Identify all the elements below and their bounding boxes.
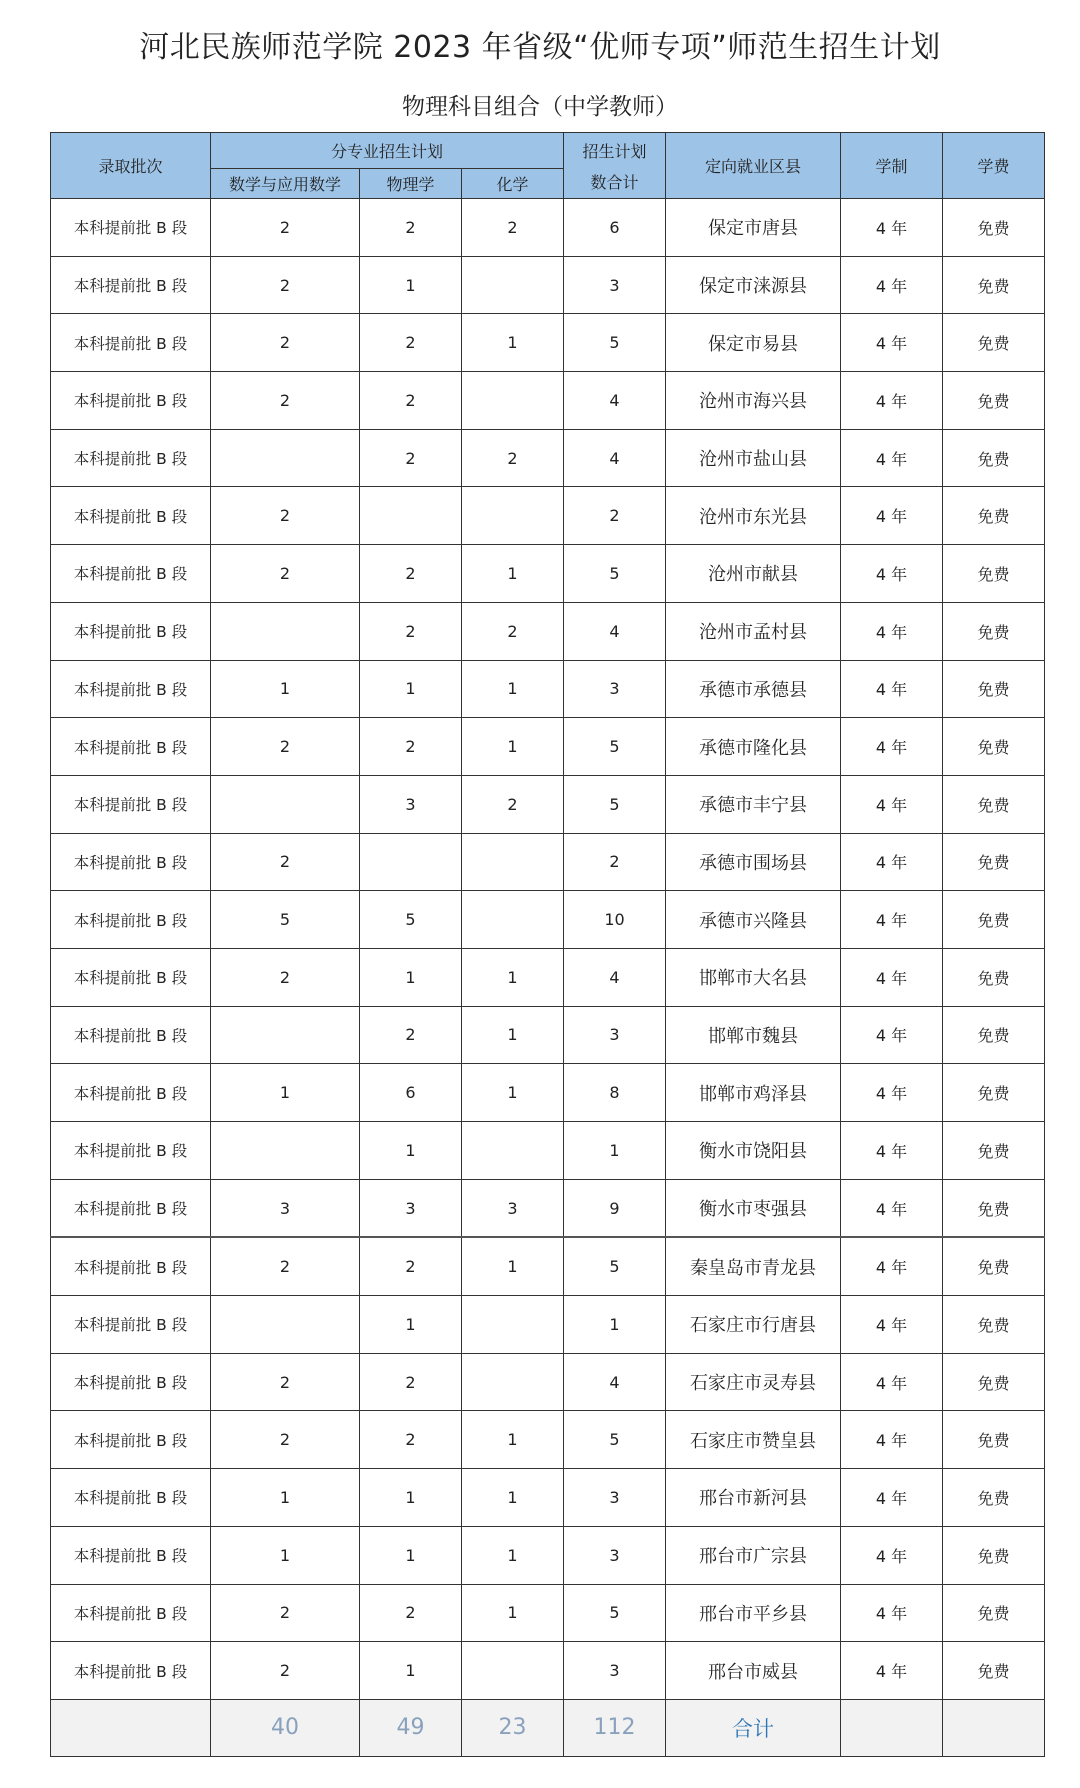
totals-physics: 49 <box>360 1699 462 1756</box>
cell-duration: 4 年 <box>841 948 943 1006</box>
cell-batch: 本科提前批 B 段 <box>51 775 211 833</box>
table-row <box>51 1584 1045 1642</box>
cell-duration: 4 年 <box>841 1642 943 1700</box>
cell-batch: 本科提前批 B 段 <box>51 602 211 660</box>
cell-area: 沧州市献县 <box>666 545 841 603</box>
cell-chemistry: 1 <box>462 1006 564 1064</box>
cell-fee: 免费 <box>943 1642 1045 1700</box>
cell-area: 邢台市广宗县 <box>666 1526 841 1584</box>
cell-area: 沧州市海兴县 <box>666 372 841 430</box>
totals-duration-cell <box>841 1699 943 1756</box>
cell-batch: 本科提前批 B 段 <box>51 660 211 718</box>
cell-physics: 2 <box>360 602 462 660</box>
cell-physics: 2 <box>360 429 462 487</box>
header-physics: 物理学 <box>360 169 462 199</box>
cell-total: 5 <box>564 775 666 833</box>
cell-fee: 免费 <box>943 1064 1045 1122</box>
cell-batch: 本科提前批 B 段 <box>51 487 211 545</box>
cell-duration: 4 年 <box>841 891 943 949</box>
cell-batch: 本科提前批 B 段 <box>51 199 211 257</box>
header-area: 定向就业区县 <box>666 133 841 199</box>
cell-chemistry <box>462 1642 564 1700</box>
cell-fee: 免费 <box>943 833 1045 891</box>
cell-total: 8 <box>564 1064 666 1122</box>
cell-area: 邯郸市大名县 <box>666 948 841 1006</box>
cell-duration: 4 年 <box>841 660 943 718</box>
cell-chemistry <box>462 1122 564 1180</box>
cell-area: 沧州市东光县 <box>666 487 841 545</box>
cell-batch: 本科提前批 B 段 <box>51 1296 211 1354</box>
cell-duration: 4 年 <box>841 1584 943 1642</box>
cell-chemistry <box>462 891 564 949</box>
cell-physics: 2 <box>360 545 462 603</box>
cell-fee: 免费 <box>943 256 1045 314</box>
cell-fee: 免费 <box>943 718 1045 776</box>
cell-physics: 2 <box>360 1006 462 1064</box>
cell-batch: 本科提前批 B 段 <box>51 1353 211 1411</box>
cell-total: 6 <box>564 199 666 257</box>
table-row <box>51 1122 1045 1180</box>
cell-math: 2 <box>211 545 360 603</box>
cell-total: 4 <box>564 372 666 430</box>
cell-fee: 免费 <box>943 429 1045 487</box>
cell-area: 邢台市威县 <box>666 1642 841 1700</box>
cell-chemistry: 1 <box>462 660 564 718</box>
cell-math: 2 <box>211 487 360 545</box>
cell-duration: 4 年 <box>841 1006 943 1064</box>
cell-batch: 本科提前批 B 段 <box>51 429 211 487</box>
cell-batch: 本科提前批 B 段 <box>51 256 211 314</box>
totals-chemistry: 23 <box>462 1699 564 1756</box>
cell-chemistry: 1 <box>462 948 564 1006</box>
cell-area: 承德市隆化县 <box>666 718 841 776</box>
cell-duration: 4 年 <box>841 1411 943 1469</box>
cell-total: 3 <box>564 1526 666 1584</box>
table-row <box>51 256 1045 314</box>
cell-total: 1 <box>564 1122 666 1180</box>
cell-duration: 4 年 <box>841 314 943 372</box>
table-row <box>51 1296 1045 1354</box>
cell-batch: 本科提前批 B 段 <box>51 1469 211 1527</box>
cell-fee: 免费 <box>943 487 1045 545</box>
cell-physics: 2 <box>360 1584 462 1642</box>
cell-duration: 4 年 <box>841 1237 943 1295</box>
cell-chemistry: 2 <box>462 602 564 660</box>
cell-chemistry: 2 <box>462 775 564 833</box>
cell-chemistry <box>462 1296 564 1354</box>
cell-math <box>211 602 360 660</box>
cell-physics <box>360 833 462 891</box>
cell-math: 2 <box>211 199 360 257</box>
cell-total: 3 <box>564 1006 666 1064</box>
table-row <box>51 891 1045 949</box>
cell-duration: 4 年 <box>841 602 943 660</box>
cell-math: 2 <box>211 1642 360 1700</box>
header-total-line1: 招生计划 <box>582 141 647 161</box>
table-row <box>51 1353 1045 1411</box>
table-row <box>51 660 1045 718</box>
cell-fee: 免费 <box>943 199 1045 257</box>
cell-math: 2 <box>211 314 360 372</box>
header-duration: 学制 <box>841 133 943 199</box>
cell-physics: 1 <box>360 660 462 718</box>
cell-area: 邯郸市鸡泽县 <box>666 1064 841 1122</box>
cell-total: 5 <box>564 718 666 776</box>
cell-batch: 本科提前批 B 段 <box>51 1122 211 1180</box>
cell-math <box>211 775 360 833</box>
cell-duration: 4 年 <box>841 487 943 545</box>
cell-physics: 3 <box>360 775 462 833</box>
cell-math: 1 <box>211 660 360 718</box>
cell-math <box>211 429 360 487</box>
cell-duration: 4 年 <box>841 775 943 833</box>
table-row <box>51 487 1045 545</box>
cell-total: 5 <box>564 1584 666 1642</box>
cell-math: 2 <box>211 1237 360 1295</box>
cell-physics: 1 <box>360 1469 462 1527</box>
totals-row <box>51 1699 1045 1756</box>
cell-batch: 本科提前批 B 段 <box>51 1064 211 1122</box>
cell-duration: 4 年 <box>841 1064 943 1122</box>
cell-area: 衡水市枣强县 <box>666 1179 841 1237</box>
cell-physics: 2 <box>360 1411 462 1469</box>
cell-fee: 免费 <box>943 1179 1045 1237</box>
cell-duration: 4 年 <box>841 1296 943 1354</box>
cell-physics: 2 <box>360 199 462 257</box>
table-row <box>51 1411 1045 1469</box>
cell-math: 1 <box>211 1064 360 1122</box>
cell-fee: 免费 <box>943 602 1045 660</box>
cell-chemistry: 1 <box>462 718 564 776</box>
header-total-line2: 数合计 <box>590 172 639 192</box>
cell-total: 4 <box>564 602 666 660</box>
cell-chemistry: 1 <box>462 1411 564 1469</box>
cell-area: 保定市易县 <box>666 314 841 372</box>
cell-math: 3 <box>211 1179 360 1237</box>
cell-chemistry: 1 <box>462 1469 564 1527</box>
cell-math: 2 <box>211 718 360 776</box>
cell-chemistry: 1 <box>462 545 564 603</box>
cell-batch: 本科提前批 B 段 <box>51 1179 211 1237</box>
table-body <box>51 199 1045 1700</box>
cell-math <box>211 1122 360 1180</box>
cell-area: 承德市围场县 <box>666 833 841 891</box>
cell-physics: 6 <box>360 1064 462 1122</box>
table-row <box>51 199 1045 257</box>
cell-duration: 4 年 <box>841 1526 943 1584</box>
cell-area: 石家庄市行唐县 <box>666 1296 841 1354</box>
table-row <box>51 833 1045 891</box>
totals-batch-cell <box>51 1699 211 1756</box>
cell-math <box>211 1006 360 1064</box>
cell-duration: 4 年 <box>841 718 943 776</box>
cell-batch: 本科提前批 B 段 <box>51 545 211 603</box>
cell-physics: 2 <box>360 1353 462 1411</box>
cell-batch: 本科提前批 B 段 <box>51 1006 211 1064</box>
cell-area: 承德市承德县 <box>666 660 841 718</box>
cell-fee: 免费 <box>943 1237 1045 1295</box>
cell-area: 衡水市饶阳县 <box>666 1122 841 1180</box>
cell-physics: 2 <box>360 314 462 372</box>
cell-batch: 本科提前批 B 段 <box>51 314 211 372</box>
cell-math: 2 <box>211 1584 360 1642</box>
cell-duration: 4 年 <box>841 1179 943 1237</box>
table-row <box>51 314 1045 372</box>
cell-duration: 4 年 <box>841 1353 943 1411</box>
document-subtitle: 物理科目组合（中学教师） <box>402 94 678 120</box>
header-plan-group: 分专业招生计划 <box>211 133 564 169</box>
table-row <box>51 775 1045 833</box>
cell-chemistry <box>462 256 564 314</box>
table-row <box>51 372 1045 430</box>
cell-physics: 1 <box>360 1122 462 1180</box>
cell-duration: 4 年 <box>841 833 943 891</box>
cell-chemistry <box>462 372 564 430</box>
cell-chemistry: 1 <box>462 314 564 372</box>
cell-chemistry <box>462 1353 564 1411</box>
cell-physics: 2 <box>360 372 462 430</box>
cell-fee: 免费 <box>943 372 1045 430</box>
cell-area: 邢台市平乡县 <box>666 1584 841 1642</box>
cell-chemistry: 2 <box>462 199 564 257</box>
cell-duration: 4 年 <box>841 372 943 430</box>
document-title: 河北民族师范学院 2023 年省级“优师专项”师范生招生计划 <box>139 30 941 65</box>
cell-total: 2 <box>564 487 666 545</box>
cell-area: 石家庄市赞皇县 <box>666 1411 841 1469</box>
totals-math: 40 <box>211 1699 360 1756</box>
totals-label: 合计 <box>666 1699 841 1756</box>
table-row <box>51 429 1045 487</box>
cell-fee: 免费 <box>943 1353 1045 1411</box>
header-chemistry: 化学 <box>462 169 564 199</box>
table-row <box>51 948 1045 1006</box>
cell-batch: 本科提前批 B 段 <box>51 833 211 891</box>
cell-physics: 1 <box>360 1642 462 1700</box>
cell-total: 5 <box>564 314 666 372</box>
cell-fee: 免费 <box>943 314 1045 372</box>
cell-total: 3 <box>564 256 666 314</box>
cell-math: 1 <box>211 1469 360 1527</box>
table-row <box>51 1642 1045 1700</box>
cell-math: 2 <box>211 1353 360 1411</box>
cell-math: 2 <box>211 948 360 1006</box>
cell-total: 10 <box>564 891 666 949</box>
cell-physics: 5 <box>360 891 462 949</box>
cell-fee: 免费 <box>943 948 1045 1006</box>
cell-total: 5 <box>564 1237 666 1295</box>
cell-total: 1 <box>564 1296 666 1354</box>
cell-physics: 3 <box>360 1179 462 1237</box>
cell-duration: 4 年 <box>841 256 943 314</box>
cell-fee: 免费 <box>943 775 1045 833</box>
cell-total: 5 <box>564 545 666 603</box>
cell-area: 承德市丰宁县 <box>666 775 841 833</box>
cell-physics: 1 <box>360 1526 462 1584</box>
cell-duration: 4 年 <box>841 199 943 257</box>
cell-total: 4 <box>564 1353 666 1411</box>
cell-total: 9 <box>564 1179 666 1237</box>
cell-duration: 4 年 <box>841 1122 943 1180</box>
cell-batch: 本科提前批 B 段 <box>51 1237 211 1295</box>
cell-duration: 4 年 <box>841 429 943 487</box>
table-row <box>51 602 1045 660</box>
cell-batch: 本科提前批 B 段 <box>51 891 211 949</box>
cell-chemistry <box>462 833 564 891</box>
table-row <box>51 1237 1045 1295</box>
cell-batch: 本科提前批 B 段 <box>51 1411 211 1469</box>
header-total <box>564 133 666 199</box>
cell-area: 沧州市盐山县 <box>666 429 841 487</box>
totals-total: 112 <box>564 1699 666 1756</box>
cell-total: 4 <box>564 429 666 487</box>
cell-physics: 1 <box>360 948 462 1006</box>
table-row <box>51 1064 1045 1122</box>
cell-chemistry: 2 <box>462 429 564 487</box>
cell-total: 3 <box>564 1642 666 1700</box>
table-row <box>51 1526 1045 1584</box>
cell-physics: 2 <box>360 1237 462 1295</box>
cell-fee: 免费 <box>943 1122 1045 1180</box>
table-row <box>51 545 1045 603</box>
cell-fee: 免费 <box>943 1296 1045 1354</box>
cell-math: 2 <box>211 256 360 314</box>
cell-physics: 2 <box>360 718 462 776</box>
cell-area: 保定市涞源县 <box>666 256 841 314</box>
cell-fee: 免费 <box>943 1411 1045 1469</box>
cell-total: 3 <box>564 1469 666 1527</box>
cell-chemistry: 1 <box>462 1237 564 1295</box>
cell-math: 5 <box>211 891 360 949</box>
cell-math: 2 <box>211 833 360 891</box>
cell-fee: 免费 <box>943 660 1045 718</box>
cell-batch: 本科提前批 B 段 <box>51 718 211 776</box>
cell-fee: 免费 <box>943 545 1045 603</box>
cell-fee: 免费 <box>943 891 1045 949</box>
cell-chemistry <box>462 487 564 545</box>
cell-chemistry: 1 <box>462 1064 564 1122</box>
cell-area: 秦皇岛市青龙县 <box>666 1237 841 1295</box>
cell-batch: 本科提前批 B 段 <box>51 1526 211 1584</box>
table-row <box>51 1006 1045 1064</box>
cell-batch: 本科提前批 B 段 <box>51 948 211 1006</box>
cell-total: 2 <box>564 833 666 891</box>
cell-math: 1 <box>211 1526 360 1584</box>
cell-fee: 免费 <box>943 1584 1045 1642</box>
cell-area: 承德市兴隆县 <box>666 891 841 949</box>
cell-area: 邢台市新河县 <box>666 1469 841 1527</box>
totals-fee-cell <box>943 1699 1045 1756</box>
cell-total: 5 <box>564 1411 666 1469</box>
cell-total: 3 <box>564 660 666 718</box>
cell-fee: 免费 <box>943 1469 1045 1527</box>
cell-physics: 1 <box>360 1296 462 1354</box>
cell-area: 石家庄市灵寿县 <box>666 1353 841 1411</box>
cell-batch: 本科提前批 B 段 <box>51 1642 211 1700</box>
cell-area: 沧州市孟村县 <box>666 602 841 660</box>
cell-math: 2 <box>211 372 360 430</box>
cell-physics: 1 <box>360 256 462 314</box>
cell-fee: 免费 <box>943 1526 1045 1584</box>
table-row <box>51 1179 1045 1237</box>
cell-area: 保定市唐县 <box>666 199 841 257</box>
cell-area: 邯郸市魏县 <box>666 1006 841 1064</box>
enrollment-plan-table <box>50 132 1045 1757</box>
cell-duration: 4 年 <box>841 545 943 603</box>
cell-chemistry: 1 <box>462 1526 564 1584</box>
cell-total: 4 <box>564 948 666 1006</box>
table-row <box>51 1469 1045 1527</box>
cell-fee: 免费 <box>943 1006 1045 1064</box>
cell-chemistry: 1 <box>462 1584 564 1642</box>
cell-batch: 本科提前批 B 段 <box>51 372 211 430</box>
table-row <box>51 718 1045 776</box>
header-fee: 学费 <box>943 133 1045 199</box>
cell-chemistry: 3 <box>462 1179 564 1237</box>
cell-batch: 本科提前批 B 段 <box>51 1584 211 1642</box>
header-batch: 录取批次 <box>51 133 211 199</box>
cell-math <box>211 1296 360 1354</box>
header-math: 数学与应用数学 <box>211 169 360 199</box>
cell-physics <box>360 487 462 545</box>
cell-duration: 4 年 <box>841 1469 943 1527</box>
cell-math: 2 <box>211 1411 360 1469</box>
